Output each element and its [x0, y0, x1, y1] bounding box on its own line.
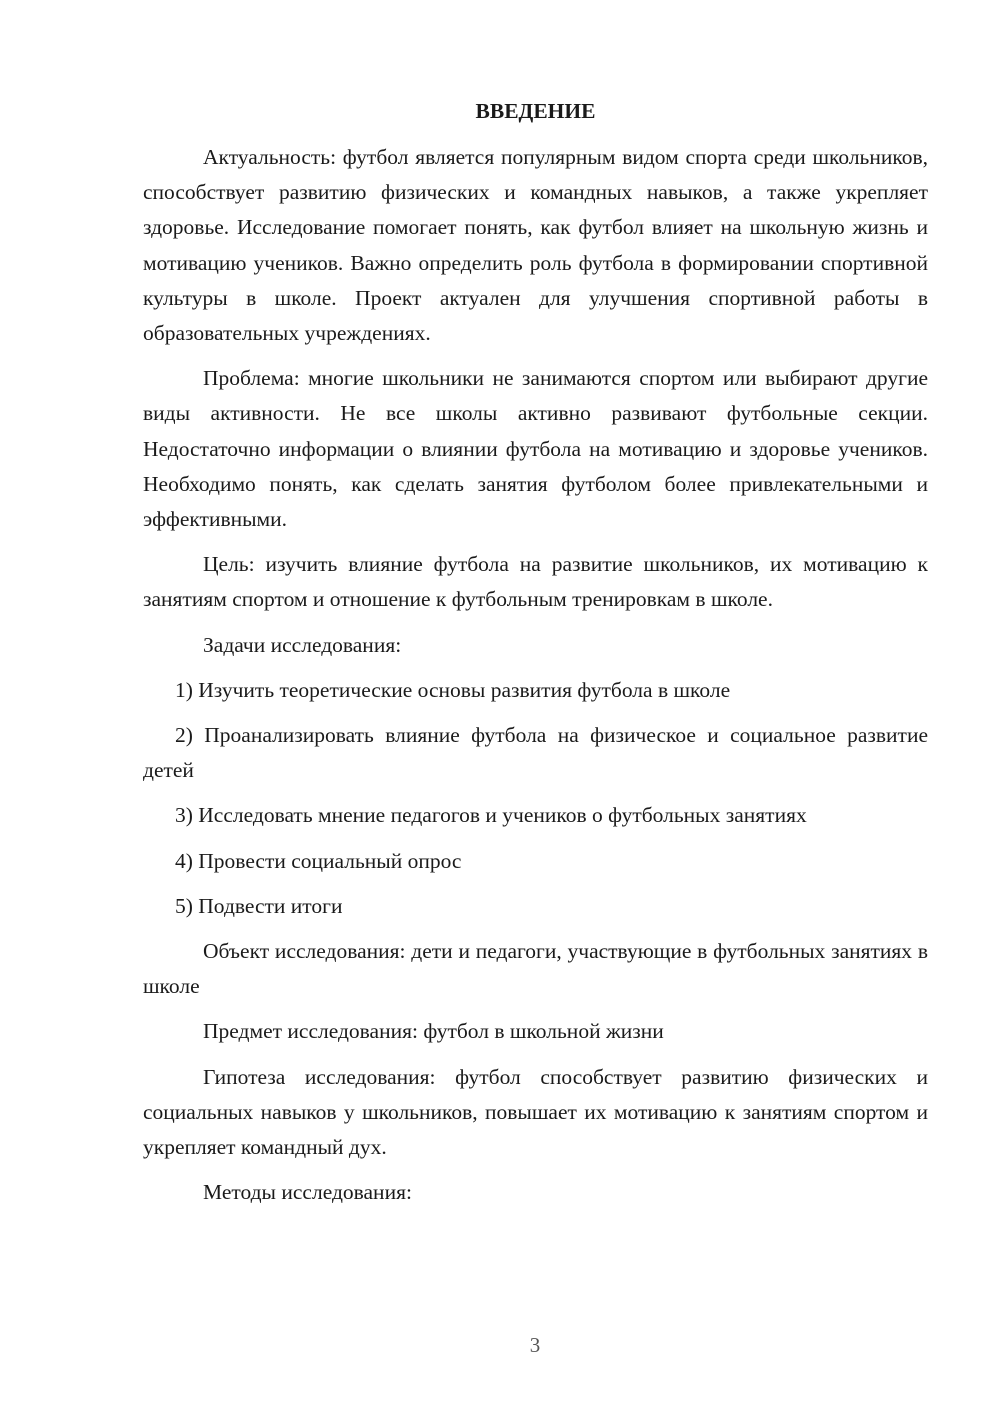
page-title: ВВЕДЕНИЕ [475, 99, 596, 123]
problem-paragraph: Проблема: многие школьники не занимаются спортом или выбирают другие виды активности. Не все школы активно развивают футбольные секции. Недостаточно информации о влиянии футбола на мотивацию и здоровье учеников. Необходимо понять, как сделать занятия футболом более привлекательными и эффективными. [143, 366, 928, 532]
task-item-5: 5) Подвести итоги [175, 893, 343, 918]
tasks-heading: Задачи исследования: [203, 632, 402, 657]
relevance-paragraph: Актуальность: футбол является популярным видом спорта среди школьников, способствует развитию физических и командных навыков, а также укрепляет здоровье. Исследование помогает понять, как футбол влияет на школьную жизнь и мотивацию учеников. Важно определить роль футбола в формировании спортивной культуры в школе. Проект актуален для улучшения спортивной работы в образовательных учреждениях. [143, 145, 928, 346]
subject-paragraph: Предмет исследования: футбол в школьной жизни [203, 1019, 664, 1044]
task-item-2: 2) Проанализировать влияние футбола на физическое и социальное развитие детей [143, 723, 928, 783]
page-number: 3 [529, 1333, 541, 1357]
goal-paragraph: Цель: изучить влияние футбола на развитие школьников, их мотивацию к занятиям спортом и отношение к футбольным тренировкам в школе. [143, 552, 928, 612]
task-item-3: 3) Исследовать мнение педагогов и учеников о футбольных занятиях [175, 803, 807, 828]
document-page [143, 96, 928, 1220]
hypothesis-paragraph: Гипотеза исследования: футбол способствует развитию физических и социальных навыков у школьников, повышает их мотивацию к занятиям спортом и укрепляет командный дух. [143, 1064, 928, 1160]
object-paragraph: Объект исследования: дети и педагоги, участвующие в футбольных занятиях в школе [143, 939, 928, 999]
task-item-1: 1) Изучить теоретические основы развития футбола в школе [175, 677, 731, 702]
methods-heading: Методы исследования: [203, 1180, 412, 1205]
task-item-4: 4) Провести социальный опрос [175, 848, 462, 873]
